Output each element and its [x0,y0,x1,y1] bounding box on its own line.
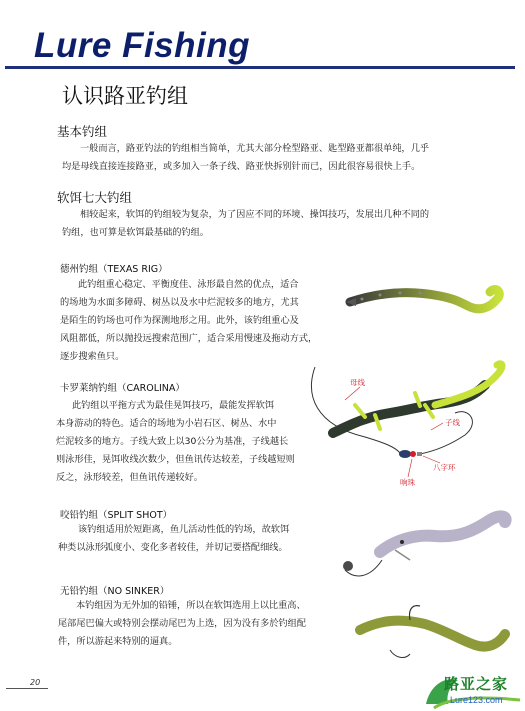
texas-rig-lure-image [340,268,510,328]
paragraph-line: 尾部尾巴偏大或特别会摆动尾巴为上选，因为没有多於钓组配 [58,618,307,629]
paragraph-line: 此钓组以平拖方式为最佳晃饵技巧，最能发挥软饵 [72,400,275,411]
paragraph-line: 种类以泳形弧度小、变化多者较佳，并切记要搭配细线。 [58,542,288,553]
paragraph-line: 风阻都低，所以抛投远搜索范围广，适合采用慢速及拖动方式， [60,333,318,344]
paragraph-line: 该钓组适用於短距离，鱼儿活动性低的钓场，故软饵 [78,524,290,535]
paragraph-line: 逐步搜索鱼只。 [60,351,125,362]
subheading-texas: 德州钓组（TEXAS RIG） [60,264,168,275]
section-heading-basic: 基本钓组 [57,124,108,139]
brand-title: Lure Fishing [34,26,250,65]
page-number-rule [6,688,48,689]
paragraph-line: 则泳形佳，晃饵收线次数少，但鱼讯传达较差，子线越短则 [56,454,295,465]
header-rule [5,66,515,69]
paragraph-split-shot [58,521,289,557]
paragraph-carolina [56,397,295,487]
paragraph-line: 钓组，也可算是软饵最基础的钓组。 [62,227,209,238]
label-leader: 子线 [445,418,460,427]
page-title: 认识路亚钓组 [62,84,188,108]
paragraph-basic [62,140,429,176]
label-bead: 响珠 [400,478,415,487]
label-swivel: 八字环 [433,463,456,472]
paragraph-line: 烂泥较多的地方。子线大致上以30公分为基准，子线越长 [56,436,289,447]
paragraph-line: 件，所以游起来特别的逼真。 [58,636,178,647]
page-number: 20 [30,678,41,687]
subheading-no-sinker: 无铅钓组（NO SINKER） [60,586,170,597]
paragraph-line: 一般而言，路亚钓法的钓组相当简单，尤其大部分栓型路亚、匙型路亚都很单纯，几乎 [80,143,430,154]
no-sinker-lure-image [350,590,515,665]
paragraph-line: 此钓组重心稳定、平衡度佳、泳形最自然的优点，适合 [78,279,299,290]
paragraph-line: 反之，泳形较差，但鱼讯传递较好。 [56,472,203,483]
paragraph-line: 的场地为水面多障碍、树丛以及水中烂泥较多的地方，尤其 [60,297,299,308]
paragraph-line: 均是母线直接连接路亚，或多加入一条子线、路亚快拆别针而已，因此很容易很快上手。 [62,161,421,172]
subheading-carolina: 卡罗莱纳钓组（CAROLINA） [60,383,185,394]
label-mainline: 母线 [350,378,365,387]
site-logo-url: Lure123.com [450,695,503,705]
paragraph-line: 是陌生的钓场也可作为探测地形之用。此外，该钓组重心及 [60,315,299,326]
paragraph-line: 本身游动的特色。适合的场地为小岩石区、树丛、水中 [56,418,277,429]
section-heading-soft: 软饵七大钓组 [57,190,133,205]
paragraph-no-sinker [58,597,306,651]
site-logo-text: 路亚之家 [444,675,509,693]
split-shot-lure-image [340,500,515,585]
paragraph-line: 相较起来，软饵的钓组较为复杂，为了因应不同的环境、操饵技巧，发展出几种不同的 [80,209,430,220]
subheading-split-shot: 咬铅钓组（SPLIT SHOT） [60,510,173,521]
carolina-rig-diagram [305,355,520,490]
paragraph-soft [62,206,429,242]
paragraph-texas [60,276,317,366]
paragraph-line: 本钓组因为无外加的铅锤，所以在软饵选用上以比重高、 [76,600,306,611]
